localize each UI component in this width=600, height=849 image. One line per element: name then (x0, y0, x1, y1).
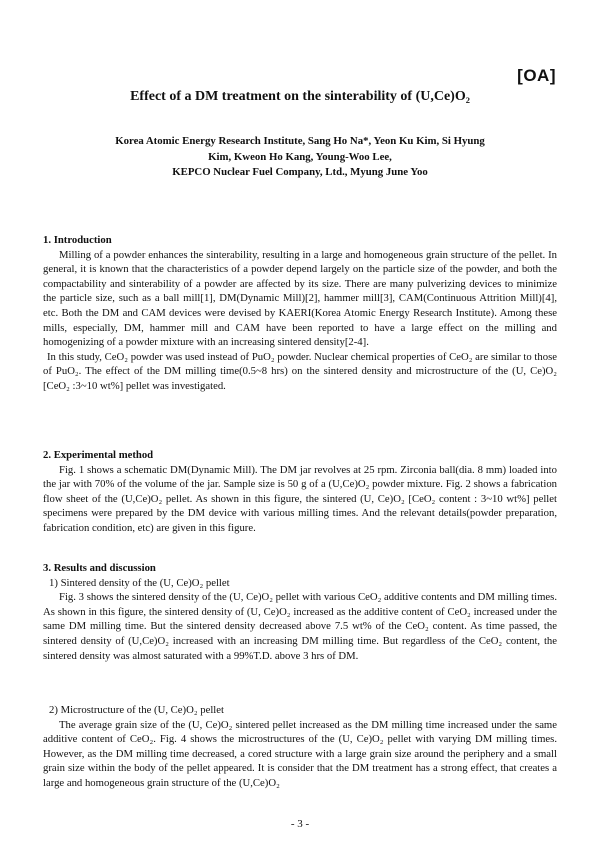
subsection-heading: 2) Microstructure of the (U, Ce)O₂ pellet (49, 704, 224, 716)
author-line: KEPCO Nuclear Fuel Company, Ltd., Myung June Yoo (172, 166, 428, 178)
paragraph: In this study, CeO₂ powder was used instead of PuO₂ powder. Nuclear chemical properties of CeO₂ are similar to those of PuO₂. The effect of the DM milling time(0.5~8 hrs) on the sintered density and microstructure of the (U, Ce)O₂ [CeO₂ :3~10 wt%] pellet was investigated. (43, 350, 557, 392)
session-badge: [OA] (517, 66, 556, 85)
paragraph: Fig. 3 shows the sintered density of the (U, Ce)O₂ pellet with various CeO₂ additive contents and DM milling times. As shown in this figure, the sintered density of (U, Ce)O₂ increased as the additive content of CeO₂ increased under the same DM milling time. But the sintered density decreased above 7.5 wt% of the CeO₂ content. As time passed, the sintered density of (U,Ce)O₂ increased with an increasing DM milling time. But regardless of the CeO₂ content, the sintered density was almost saturated with a 99%T.D. above 3 hrs of DM. (43, 591, 557, 662)
section-experimental-method (43, 448, 557, 536)
paragraph: The average grain size of the (U, Ce)O₂ sintered pellet increased as the DM milling time increased under the same additive content of CeO₂. Fig. 4 shows the microstructures of the (U, Ce)O₂ pellet with varying DM milling times. However, as the DM milling time decreased, a cored structure with a large grain size around the periphery and a small grain size within the body of the pellet appeared. It is consider that the DM treatment has a strong effect, that creates a large and homogeneous grain structure of the (U,Ce)O₂ (43, 718, 557, 789)
paragraph: Milling of a powder enhances the sinterability, resulting in a large and homogeneous grain structure of the pellet. In general, it is known that the characteristics of a powder depend largely on the particle size of the powder, and both the compactability and sinterability of a powder are affected by its size. There are many pulverizing devices to minimize the particle size, such as a ball mill[1], DM(Dynamic Mill)[2], hammer mill[3], CAM(Continuous Attrition Mill)[4], etc. Both the DM and CAM devices were devised by KAERI(Korea Atomic Energy Research Institute). Among these mills, especially, DM, hammer mill and CAM have been reported to have a large effect on the milling and homogenizing of a powder mixture with an increasing sintered density[2-4]. (43, 248, 557, 349)
paper-title: Effect of a DM treatment on the sinterability of (U,Ce)O₂ (130, 89, 470, 104)
section-heading: 3. Results and discussion (43, 562, 156, 574)
section-results (43, 561, 557, 663)
section-heading: 2. Experimental method (43, 449, 154, 461)
section-introduction (43, 233, 557, 394)
section-heading: 1. Introduction (43, 234, 112, 246)
author-line: Kim, Kweon Ho Kang, Young-Woo Lee, (208, 150, 392, 163)
subsection-heading: 1) Sintered density of the (U, Ce)O₂ pellet (49, 576, 230, 589)
author-line: Korea Atomic Energy Research Institute, Sang Ho Na*, Yeon Ku Kim, Si Hyung (115, 135, 485, 147)
author-block (40, 134, 560, 181)
page-number: - 3 - (290, 818, 310, 830)
section-microstructure (43, 703, 557, 791)
paragraph: Fig. 1 shows a schematic DM(Dynamic Mill). The DM jar revolves at 25 rpm. Zirconia ball(dia. 8 mm) loaded into the jar with 70% of the volume of the jar. Sample size is 50 g of a (U,Ce)O₂ powder mixture. Fig. 2 shows a fabrication flow sheet of the (U,Ce)O₂ pellet. As shown in this figure, the sintered (U, Ce)O₂ [CeO₂ content : 3~10 wt%] pellet specimens were prepared by the DM device with various milling times. And the relevant details(powder preparation, fabrication condition, etc) are given in this figure. (43, 463, 557, 534)
